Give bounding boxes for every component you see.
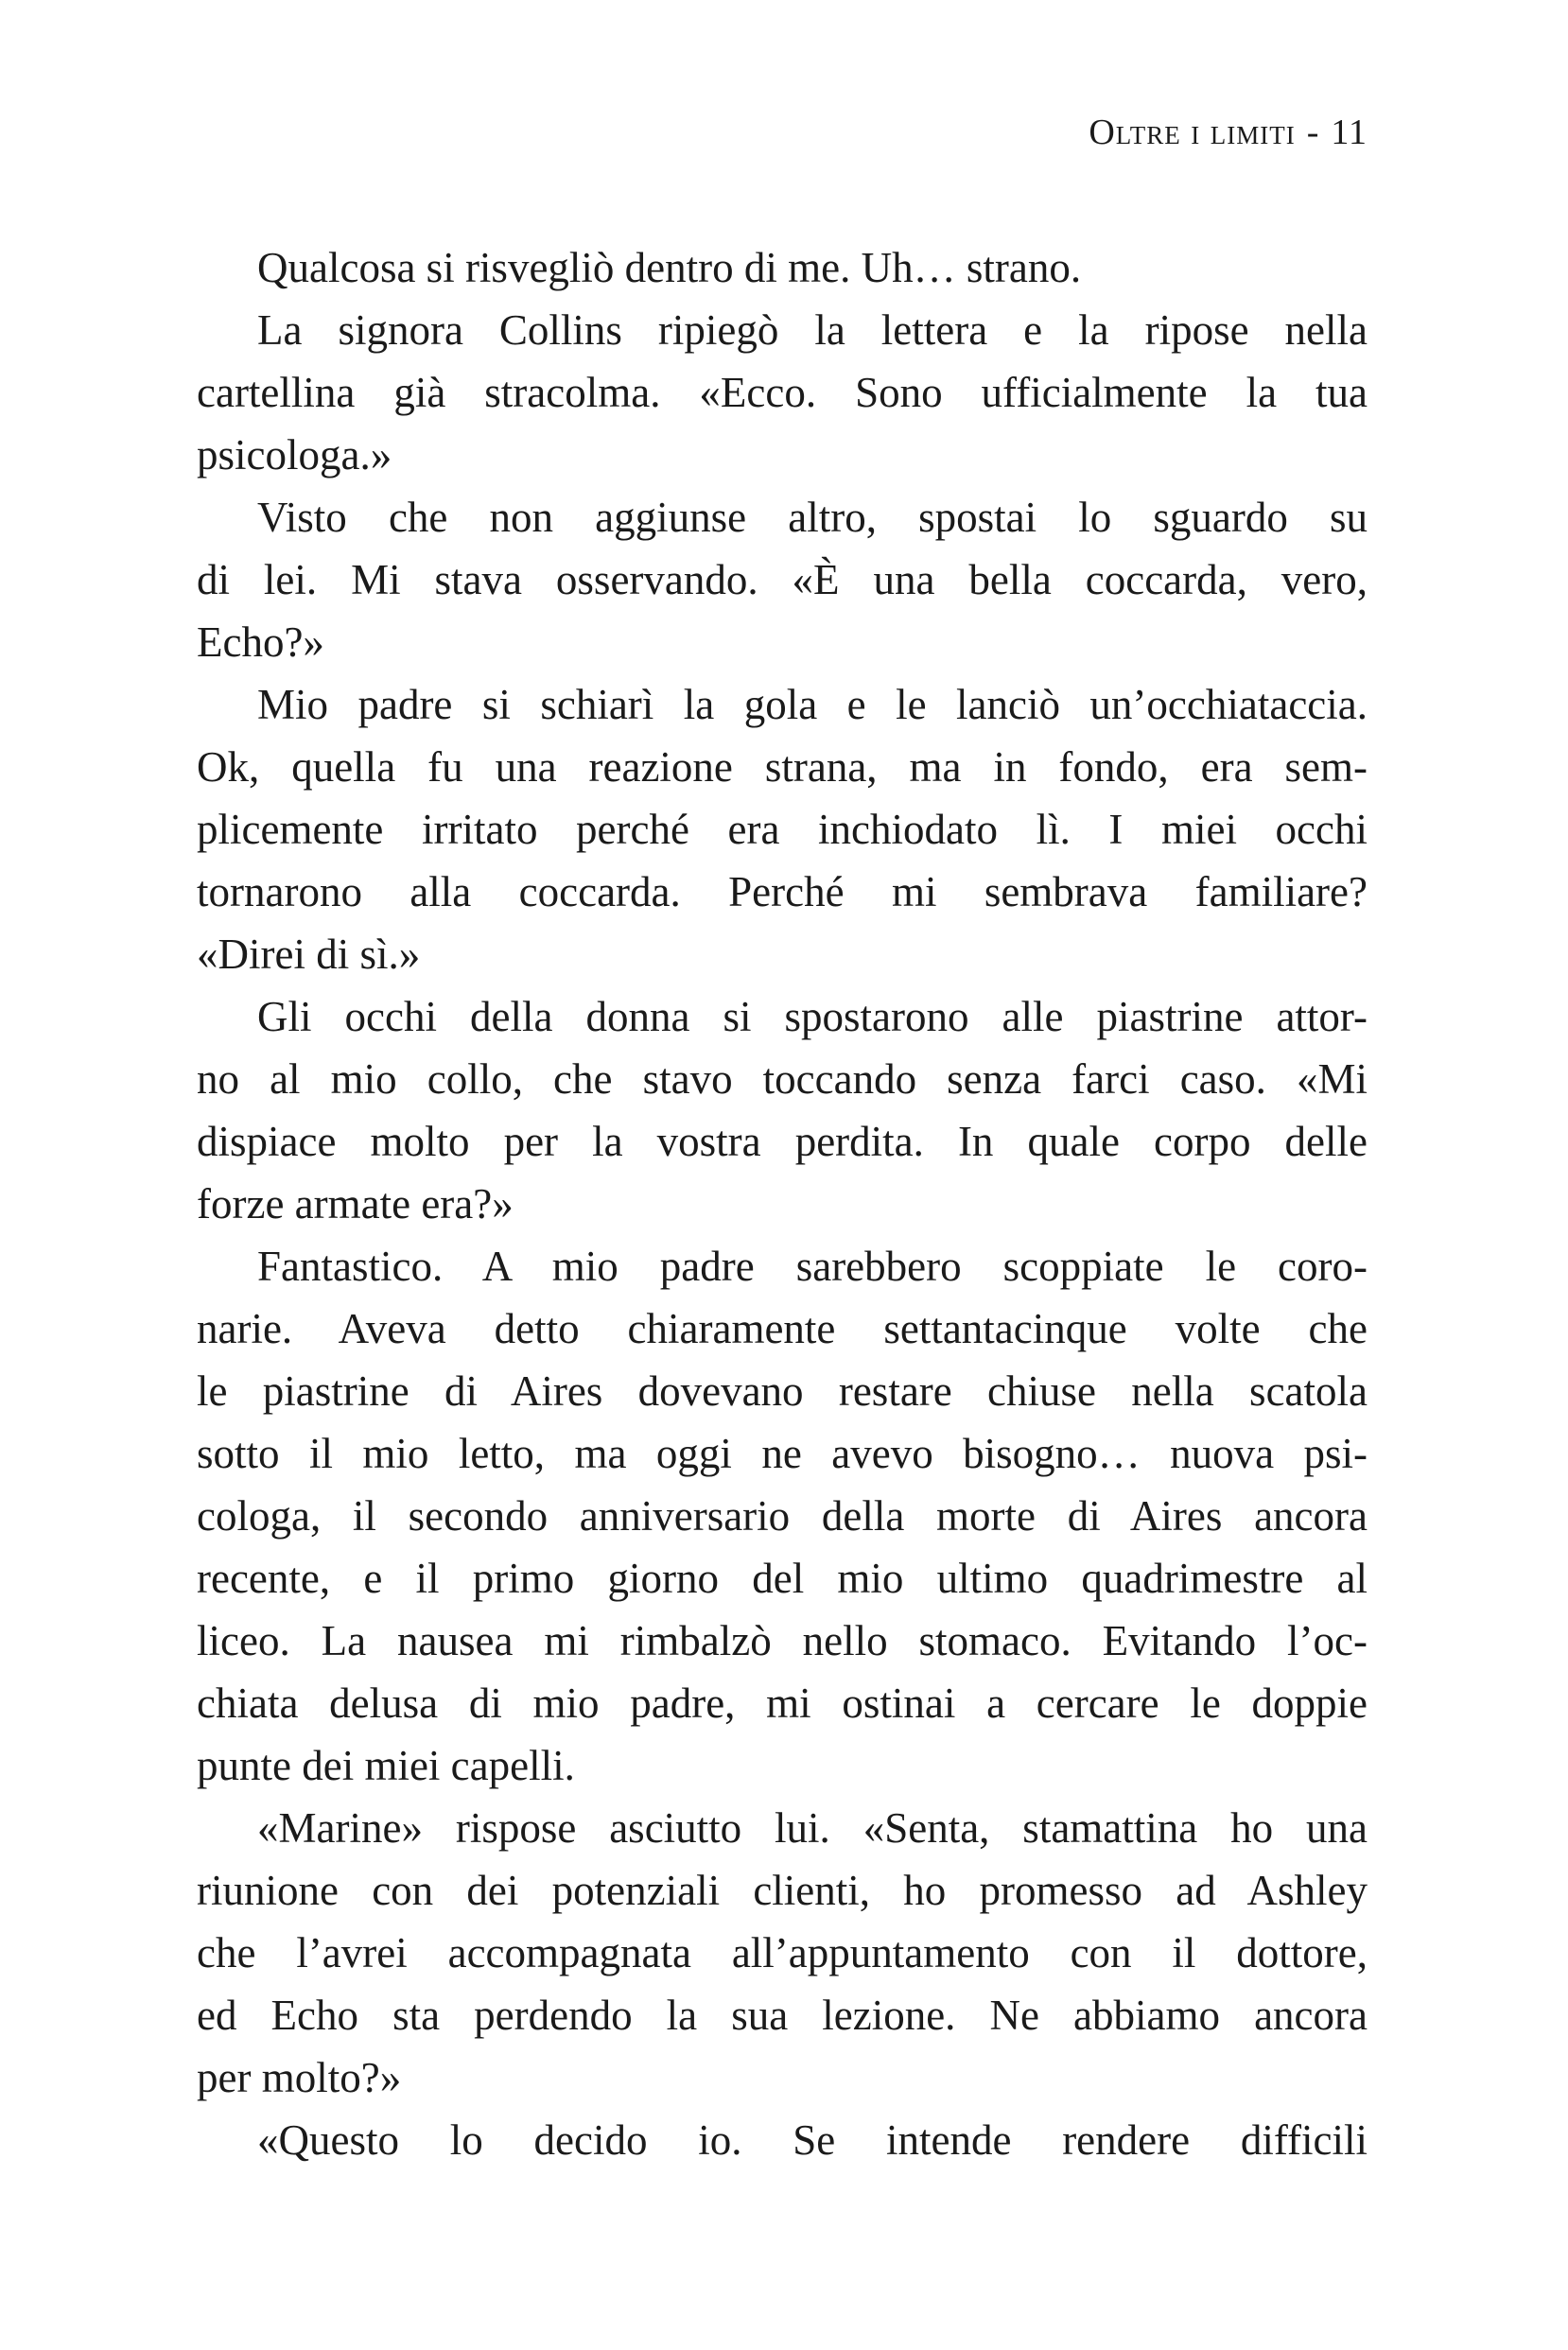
text-line: ed Echo sta perdendo la sua lezione. Ne abbiamo ancora <box>197 1992 1368 2039</box>
text-line: forze armate era?» <box>197 1180 514 1227</box>
text-line: tornarono alla coccarda. Perché mi sembrava familiare? <box>197 868 1368 915</box>
text-line: sotto il mio letto, ma oggi ne avevo bisogno… nuova psi- <box>197 1430 1368 1477</box>
text-line: Gli occhi della donna si spostarono alle piastrine attor- <box>257 993 1368 1040</box>
text-line: psicologa.» <box>197 431 392 479</box>
text-line: narie. Aveva detto chiaramente settantacinque volte che <box>197 1305 1368 1352</box>
text-line: no al mio collo, che stavo toccando senza farci caso. «Mi <box>197 1055 1368 1103</box>
text-line: Mio padre si schiarì la gola e le lanciò un’occhiataccia. <box>257 681 1368 728</box>
text-line: punte dei miei capelli. <box>197 1742 575 1789</box>
text-line: «Marine» rispose asciutto lui. «Senta, stamattina ho una <box>257 1804 1368 1852</box>
header-separator: - <box>1306 113 1320 152</box>
text-line: Ok, quella fu una reazione strana, ma in fondo, era sem- <box>197 743 1368 791</box>
text-line: di lei. Mi stava osservando. «È una bella coccarda, vero, <box>197 556 1368 603</box>
text-line: Visto che non aggiunse altro, spostai lo sguardo su <box>257 494 1368 541</box>
text-line: riunione con dei potenziali clienti, ho promesso ad Ashley <box>197 1867 1368 1914</box>
text-line: le piastrine di Aires dovevano restare chiuse nella scatola <box>197 1367 1368 1415</box>
text-line: chiata delusa di mio padre, mi ostinai a cercare le doppie <box>197 1680 1368 1727</box>
text-line: recente, e il primo giorno del mio ultimo quadrimestre al <box>197 1555 1368 1602</box>
text-line: «Direi di sì.» <box>197 931 421 978</box>
text-line: liceo. La nausea mi rimbalzò nello stomaco. Evitando l’oc- <box>197 1617 1368 1664</box>
text-line: cartellina già stracolma. «Ecco. Sono ufficialmente la tua <box>197 369 1368 416</box>
text-line: dispiace molto per la vostra perdita. In quale corpo delle <box>197 1118 1368 1165</box>
text-line: La signora Collins ripiegò la lettera e la ripose nella <box>257 306 1368 354</box>
text-line: «Questo lo decido io. Se intende rendere difficili <box>257 2116 1368 2164</box>
text-line: plicemente irritato perché era inchiodato lì. I miei occhi <box>197 806 1368 853</box>
text-line: che l’avrei accompagnata all’appuntamento con il dottore, <box>197 1929 1368 1976</box>
page-number: 11 <box>1331 113 1368 152</box>
running-title: Oltre i limiti <box>1089 113 1296 152</box>
running-header <box>1089 112 1368 153</box>
text-line: cologa, il secondo anniversario della morte di Aires ancora <box>197 1492 1368 1540</box>
text-line: Echo?» <box>197 618 324 666</box>
text-line: per molto?» <box>197 2054 402 2101</box>
text-line: Qualcosa si risvegliò dentro di me. Uh… strano. <box>257 244 1082 291</box>
page-body-text <box>197 236 1368 2171</box>
text-line: Fantastico. A mio padre sarebbero scoppiate le coro- <box>257 1243 1368 1290</box>
